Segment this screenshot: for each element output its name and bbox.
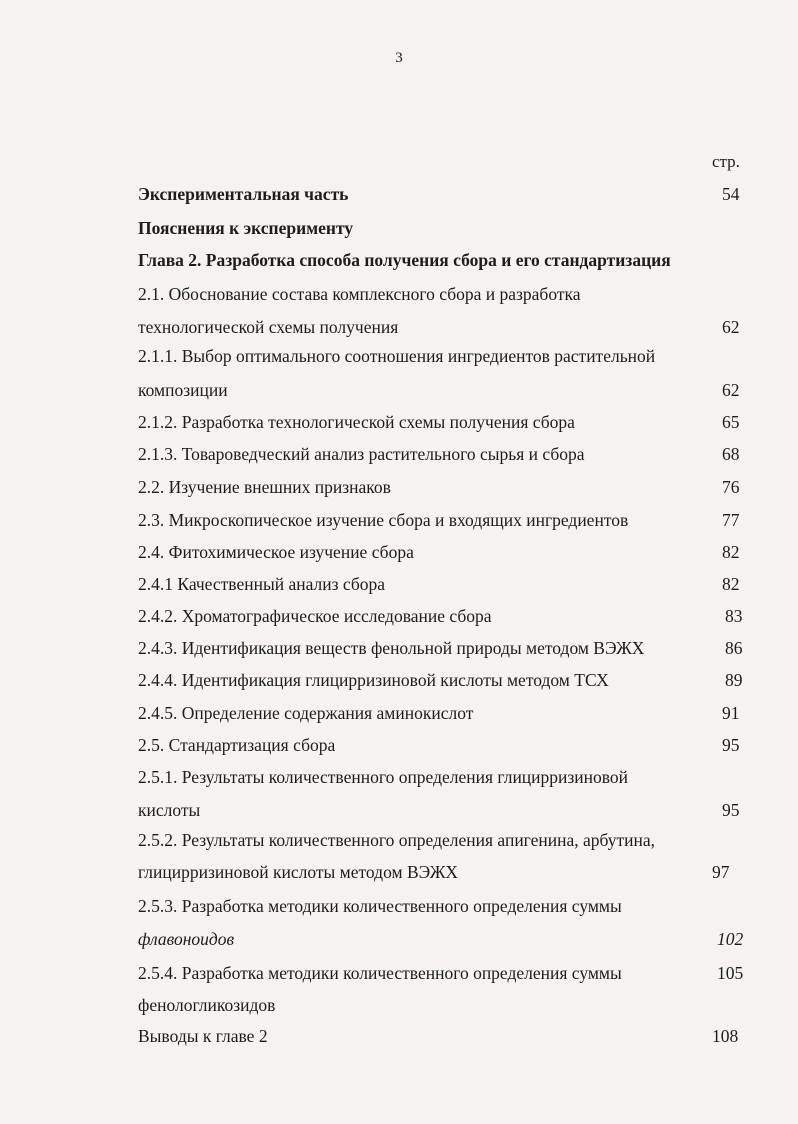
toc-entry-title: 2.4.3. Идентификация веществ фенольной природы методом ВЭЖХ xyxy=(138,638,645,658)
toc-entry-title: 2.1. Обоснование состава комплексного сбора и разработка xyxy=(138,284,581,304)
toc-entry-page: 108 xyxy=(712,1026,739,1046)
toc-entry-title: Глава 2. Разработка способа получения сбора и его стандартизация xyxy=(138,250,671,270)
toc-entry-title: 2.5.3. Разработка методики количественного определения суммы xyxy=(138,896,622,916)
toc-entry-page: 82 xyxy=(722,542,740,562)
toc-entry-page: 86 xyxy=(725,638,743,658)
toc-entry-page: 91 xyxy=(722,703,740,723)
toc-entry-title: 2.5. Стандартизация сбора xyxy=(138,735,336,755)
toc-entry-page: 62 xyxy=(722,380,740,400)
toc-entry-title: 2.5.2. Результаты количественного определения апигенина, арбутина, xyxy=(138,830,656,850)
toc-entry-title: Пояснения к эксперименту xyxy=(138,218,354,238)
toc-entry-page: 62 xyxy=(722,317,740,337)
toc-entry-page: 95 xyxy=(722,800,740,820)
toc-entry-title-cont: композиции xyxy=(138,380,228,400)
page-number: 3 xyxy=(395,50,403,66)
toc-entry-page: 68 xyxy=(722,444,740,464)
toc-entry-title: Экспериментальная часть xyxy=(138,184,349,204)
toc-entry-page: 105 xyxy=(717,963,744,983)
toc-entry-title: 2.4. Фитохимическое изучение сбора xyxy=(138,542,414,562)
toc-entry-page: 76 xyxy=(722,477,740,497)
toc-entry-title-cont: технологической схемы получения xyxy=(138,317,399,337)
toc-entry-page: 89 xyxy=(725,670,743,690)
toc-entry-page: 82 xyxy=(722,574,740,594)
toc-entry-title: 2.3. Микроскопическое изучение сбора и входящих ингредиентов xyxy=(138,510,629,530)
toc-entry-title: 2.5.4. Разработка методики количественного определения суммы xyxy=(138,963,622,983)
toc-entry-title-cont: флавоноидов xyxy=(138,929,235,949)
toc-entry-title: 2.1.1. Выбор оптимального соотношения ингредиентов растительной xyxy=(138,346,656,366)
toc-entry-title: 2.4.1 Качественный анализ сбора xyxy=(138,574,386,594)
toc-entry-title-cont: кислоты xyxy=(138,800,201,820)
toc-entry-title-cont: фенологликозидов xyxy=(138,995,276,1015)
toc-entry-title: 2.1.2. Разработка технологической схемы получения сбора xyxy=(138,412,575,432)
toc-entry-title: 2.4.4. Идентификация глицирризиновой кислоты методом ТСХ xyxy=(138,670,609,690)
toc-entry-title: 2.1.3. Товароведческий анализ растительного сырья и сбора xyxy=(138,444,585,464)
toc-entry-title: 2.4.5. Определение содержания аминокислот xyxy=(138,703,474,723)
toc-entry-page: 65 xyxy=(722,412,740,432)
toc-entry-title-cont: глицирризиновой кислоты методом ВЭЖХ xyxy=(138,862,459,882)
page-column-label: стр. xyxy=(712,152,740,171)
toc-entry-title: Выводы к главе 2 xyxy=(138,1026,268,1046)
toc-entry-page: 102 xyxy=(717,929,744,949)
toc-entry-page: 97 xyxy=(712,862,730,882)
toc-entry-page: 54 xyxy=(722,184,740,204)
toc-entry-title: 2.2. Изучение внешних признаков xyxy=(138,477,391,497)
toc-entry-page: 95 xyxy=(722,735,740,755)
toc-entry-page: 77 xyxy=(722,510,740,530)
toc-entry-title: 2.5.1. Результаты количественного определения глицирризиновой xyxy=(138,767,629,787)
toc-entry-page: 83 xyxy=(725,606,743,626)
toc-entry-title: 2.4.2. Хроматографическое исследование сбора xyxy=(138,606,492,626)
